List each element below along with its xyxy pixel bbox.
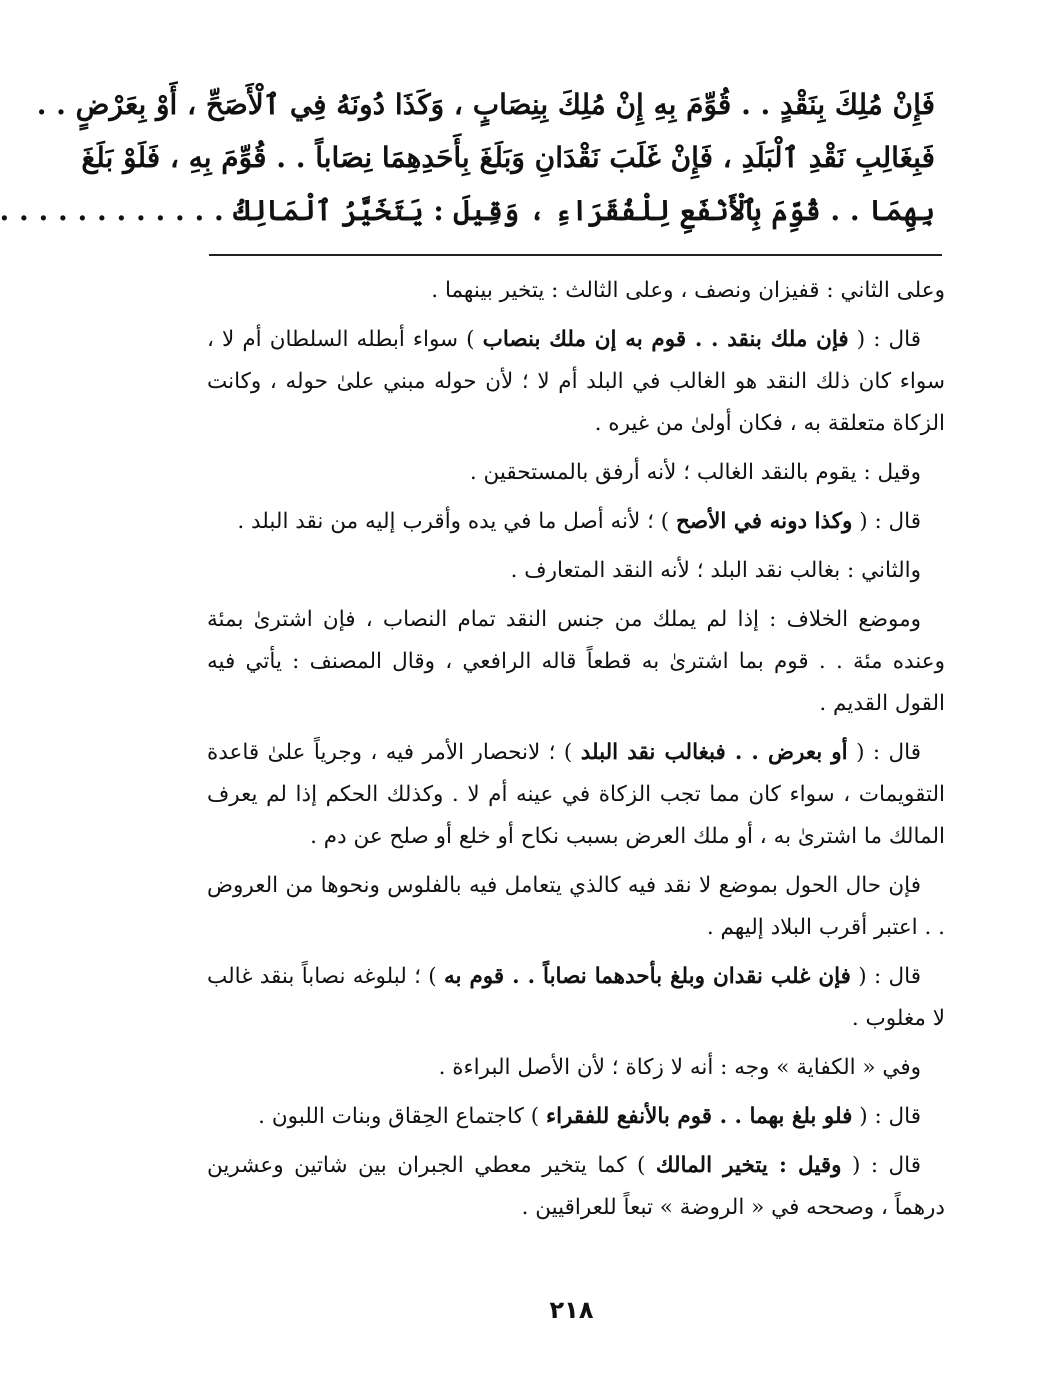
- commentary-paragraph: وموضع الخلاف : إذا لم يملك من جنس النقد تمام النصاب ، فإن اشترىٰ بمئة وعنده مئة . . قوم بما اشترىٰ به قطعاً قاله الرافعي ، وقال المصنف : يأتي فيه القول القديم .: [207, 607, 945, 716]
- quoted-matn: أو بعرض . . فبغالب نقد البلد: [580, 740, 848, 765]
- commentary-paragraph: وفي « الكفاية » وجه : أنه لا زكاة ؛ لأن الأصل البراءة .: [438, 1055, 921, 1080]
- commentary-paragraph: قال : ( فإن ملك بنقد . . قوم به إن ملك بنصاب ) سواء أبطله السلطان أم لا ، سواء كان ذلك النقد هو الغالب في البلد أم لا ؛ لأن حوله مبني علىٰ حوله ، وكانت الزكاة متعلقة به ، فكان أولىٰ من غيره .: [207, 327, 945, 436]
- quoted-matn: وكذا دونه في الأصح: [676, 509, 853, 534]
- separator-rule: [209, 254, 942, 256]
- commentary-paragraph: قال : ( أو بعرض . . فبغالب نقد البلد ) ؛ لانحصار الأمر فيه ، وجرياً علىٰ قاعدة التقويمات ، سواء كان مما تجب الزكاة في عينه أم لا . وكذلك الحكم إذا لم يعرف المالك ما اشترىٰ به ، أو ملك العرض بسبب نكاح أو خلع أو صلح عن دم .: [207, 740, 945, 849]
- matn-text-block: [0, 78, 935, 237]
- commentary-paragraph: قال : ( فلو بلغ بهما . . قوم بالأنفع للفقراء ) كاجتماع الحِقاق وبنات اللبون .: [258, 1104, 921, 1129]
- matn-line: فَبِغَالِبِ نَقْدِ ٱلْبَلَدِ ، فَإِنْ غَلَبَ نَقْدَانِ وَبَلَغَ بِأَحَدِهِمَا نِصَاباً . . قُوِّمَ بِهِ ، فَلَوْ بَلَغَ: [81, 141, 935, 174]
- commentary-paragraph: قال : ( وكذا دونه في الأصح ) ؛ لأنه أصل ما في يده وأقرب إليه من نقد البلد .: [237, 509, 921, 534]
- quoted-matn: فإن غلب نقدان وبلغ بأحدهما نصاباً . . قوم به: [443, 964, 851, 989]
- commentary-paragraph: قال : ( فإن غلب نقدان وبلغ بأحدهما نصاباً . . قوم به ) ؛ لبلوغه نصاباً بنقد غالب لا مغلوب .: [207, 964, 945, 1031]
- page-number: ٢١٨: [549, 1296, 594, 1324]
- commentary-paragraph: وقيل : يقوم بالنقد الغالب ؛ لأنه أرفق بالمستحقين .: [469, 460, 921, 485]
- quoted-matn: فإن ملك بنقد . . قوم به إن ملك بنصاب: [482, 327, 849, 352]
- commentary-paragraph: فإن حال الحول بموضع لا نقد فيه كالذي يتعامل فيه بالفلوس ونحوها من العروض . . اعتبر أقرب البلاد إليهم .: [207, 873, 945, 940]
- commentary-paragraph: قال : ( وقيل : يتخير المالك ) كما يتخير معطي الجبران بين شاتين وعشرين درهماً ، وصححه في « الروضة » تبعاً للعراقيين .: [207, 1153, 945, 1220]
- commentary-text-block: [207, 270, 945, 1236]
- matn-line: بِهِمَا . . قُوِّمَ بِٱلْأَنْفَعِ لِلْفُقَرَاءِ ، وَقِيلَ : يَتَخَيَّرُ ٱلْمَالِكُ . . . . . . . . . . . .: [0, 194, 935, 227]
- commentary-paragraph: وعلى الثاني : قفيزان ونصف ، وعلى الثالث : يتخير بينهما .: [431, 278, 945, 303]
- matn-line: فَإِنْ مُلِكَ بِنَقْدٍ . . قُوِّمَ بِهِ إِنْ مُلِكَ بِنِصَابٍ ، وَكَذَا دُونَهُ فِي ٱلْأَصَحِّ ، أَوْ بِعَرْضٍ . .: [36, 88, 935, 121]
- quoted-matn: وقيل : يتخير المالك: [655, 1153, 842, 1178]
- quoted-matn: فلو بلغ بهما . . قوم بالأنفع للفقراء: [545, 1104, 853, 1129]
- commentary-paragraph: والثاني : بغالب نقد البلد ؛ لأنه النقد المتعارف .: [510, 558, 921, 583]
